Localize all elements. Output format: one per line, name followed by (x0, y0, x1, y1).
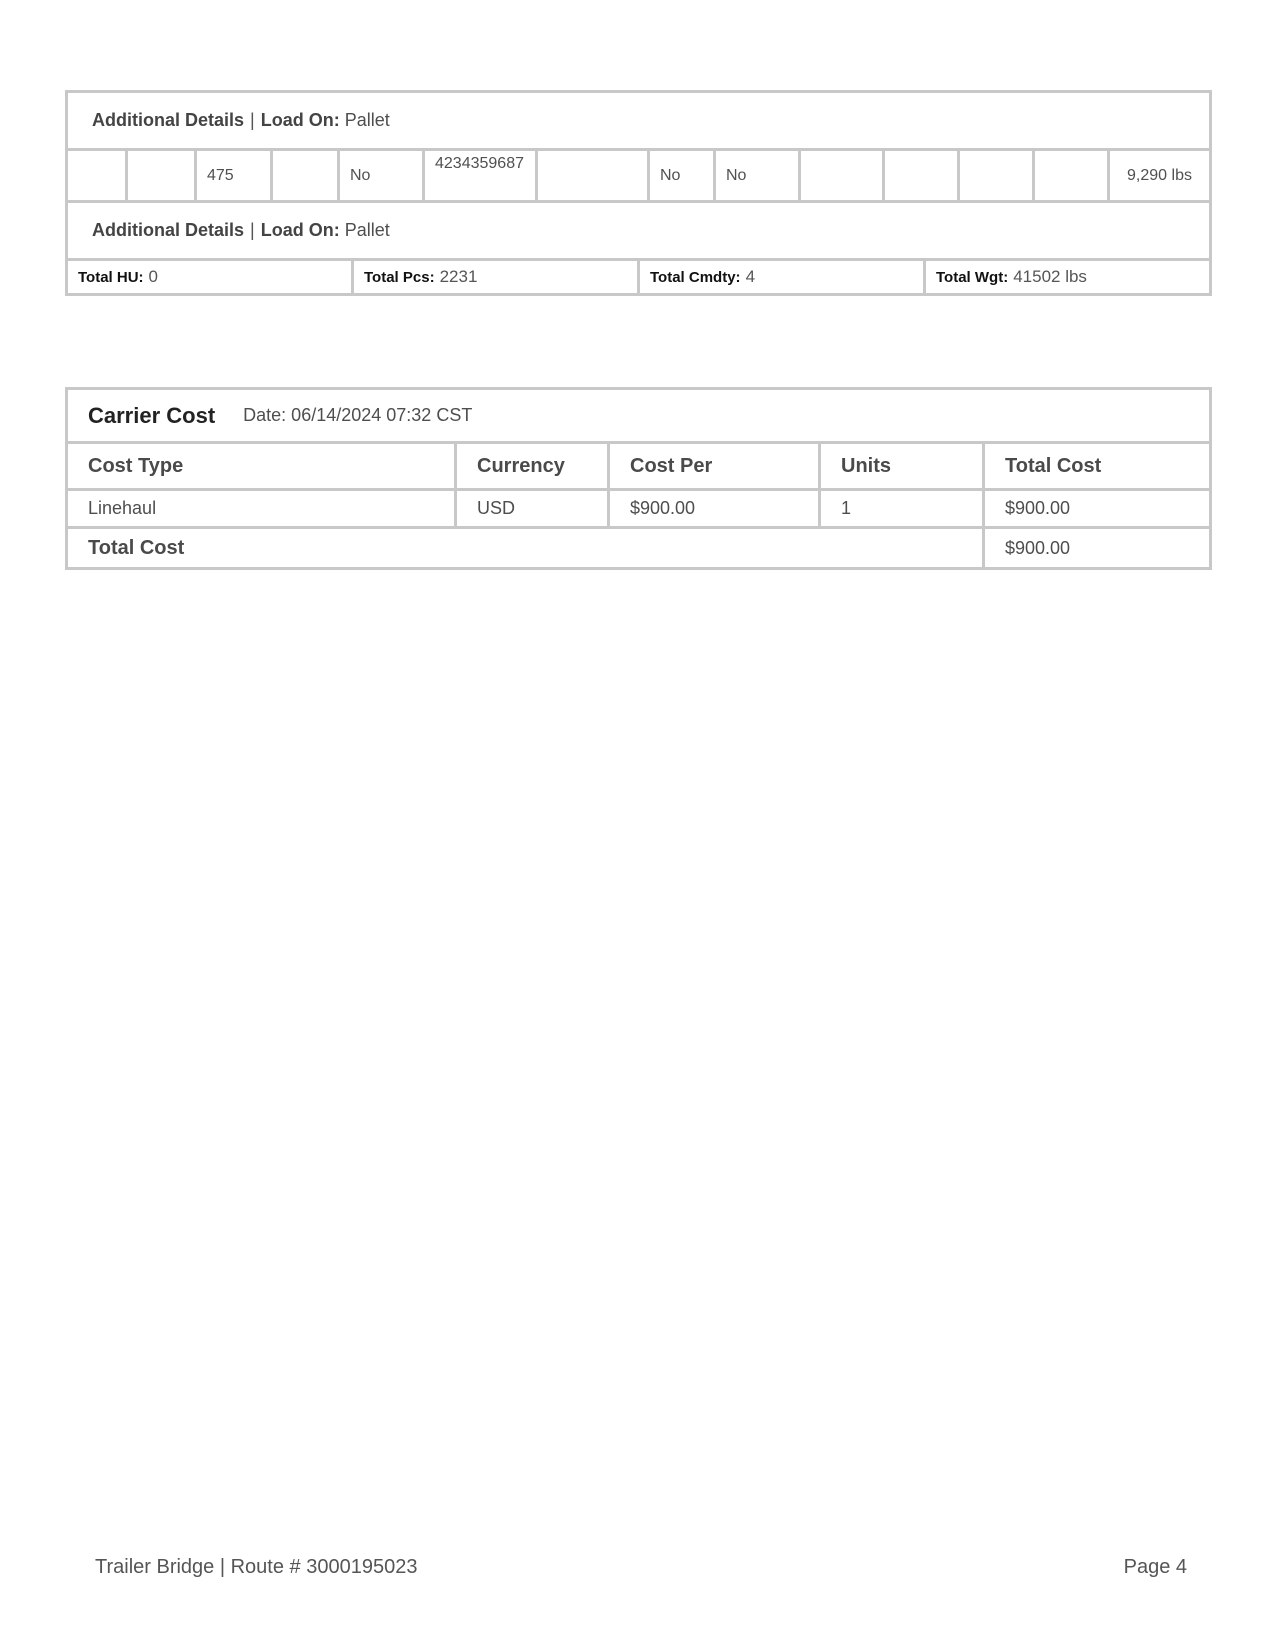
column-header-units: Units (821, 444, 985, 488)
footer-page-number: Page 4 (1123, 1556, 1187, 1578)
total-pcs-value: 2231 (439, 267, 478, 286)
total-pcs-label: Total Pcs: (364, 268, 435, 286)
commodity-cell: No (650, 151, 716, 200)
commodity-cell (538, 151, 650, 200)
total-wgt-value: 41502 lbs (1013, 267, 1087, 286)
total-cost-cell: $900.00 (1005, 498, 1071, 518)
commodity-cell (801, 151, 885, 200)
additional-details-row (68, 203, 1209, 258)
details-separator: | (250, 110, 255, 130)
carrier-cost-table (65, 387, 1212, 570)
units-cell: 1 (821, 491, 985, 526)
total-cost-label: Total Cost (68, 529, 985, 567)
additional-details-label: Additional Details (92, 110, 245, 130)
commodity-cell: 475 (197, 151, 273, 200)
total-hu (68, 261, 354, 293)
column-header-total-cost: Total Cost (1005, 454, 1102, 477)
total-cmdty-value: 4 (745, 267, 756, 286)
total-cost-row (68, 529, 1209, 567)
total-wgt (926, 261, 1209, 293)
table-row (68, 491, 1209, 529)
cost-header-row (68, 444, 1209, 491)
total-pcs (354, 261, 640, 293)
carrier-cost-date: Date: 06/14/2024 07:32 CST (243, 405, 473, 425)
commodity-cell (273, 151, 340, 200)
load-on-value: Pallet (344, 220, 390, 240)
commodity-table (65, 90, 1212, 296)
cost-per-cell: $900.00 (610, 491, 821, 526)
commodity-cell (128, 151, 197, 200)
additional-details-row (68, 93, 1209, 148)
column-header-cost-per: Cost Per (610, 444, 821, 488)
total-cost-value: $900.00 (1005, 537, 1071, 558)
carrier-cost-header (68, 390, 1209, 444)
commodity-cell: No (340, 151, 425, 200)
details-separator: | (250, 220, 255, 240)
commodity-row (68, 148, 1209, 203)
commodity-cell (960, 151, 1035, 200)
commodity-cell: 4234359687 (425, 151, 538, 200)
load-on-value: Pallet (344, 110, 390, 130)
load-on-label: Load On: (260, 220, 340, 240)
total-cmdty-label: Total Cmdty: (650, 268, 741, 286)
total-hu-value: 0 (148, 267, 159, 286)
cost-type-cell: Linehaul (68, 491, 457, 526)
total-wgt-label: Total Wgt: (936, 268, 1009, 286)
load-on-label: Load On: (260, 110, 340, 130)
footer-route: Trailer Bridge | Route # 3000195023 (95, 1556, 418, 1578)
column-header-cost-type: Cost Type (68, 444, 457, 488)
totals-row (68, 258, 1209, 293)
currency-cell: USD (457, 491, 610, 526)
carrier-cost-title: Carrier Cost (88, 402, 216, 428)
additional-details-label: Additional Details (92, 220, 245, 240)
column-header-currency: Currency (457, 444, 610, 488)
commodity-weight-cell: 9,290 lbs (1127, 166, 1192, 184)
commodity-cell: No (716, 151, 801, 200)
commodity-cell (1035, 151, 1110, 200)
commodity-cell (885, 151, 960, 200)
commodity-cell (68, 151, 128, 200)
total-hu-label: Total HU: (78, 268, 144, 286)
total-cmdty (640, 261, 926, 293)
